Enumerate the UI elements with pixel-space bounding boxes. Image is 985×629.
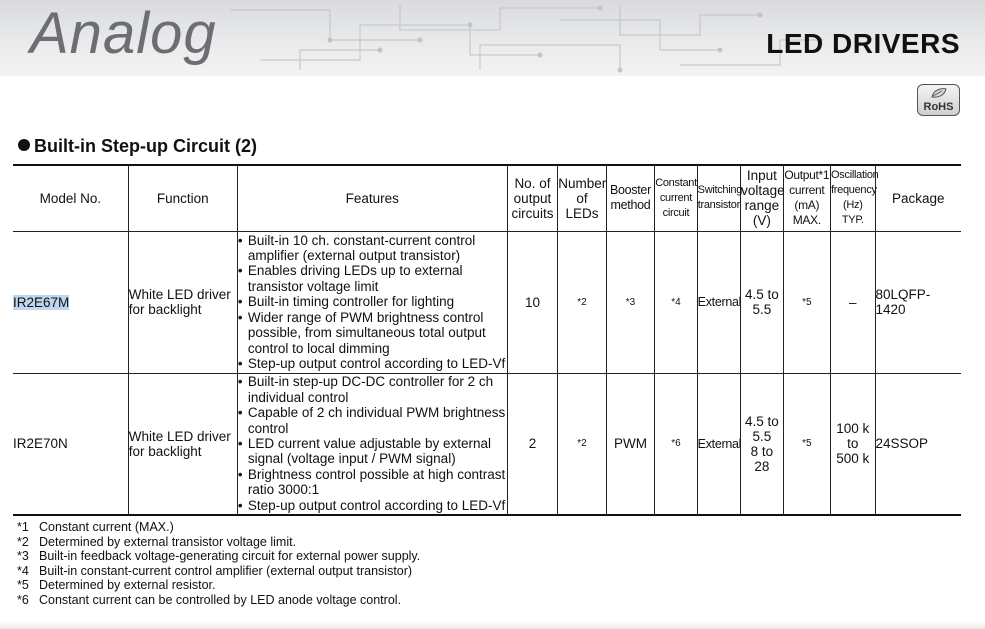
package-cell: 24SSOP: [875, 373, 961, 515]
outputs-cell: 2: [507, 373, 558, 515]
leds-cell: *2: [558, 231, 607, 373]
booster-cell: PWM: [606, 373, 655, 515]
feature-item: • Built-in step-up DC-DC controller for 2 ch individual control: [238, 374, 507, 405]
footnotes: [17, 520, 420, 607]
header-constant: Constant current circuit: [655, 165, 697, 231]
header-package: Package: [875, 165, 961, 231]
package-cell: 80LQFP- 1420: [875, 231, 961, 373]
footnote-item: *6 Constant current can be controlled by LED anode voltage control.: [17, 592, 402, 607]
constant-cell: *4: [655, 231, 697, 373]
header-leds: Number of LEDs: [558, 165, 607, 231]
feature-item: • Built-in 10 ch. constant-current control amplifier (external output transistor): [238, 233, 507, 264]
rohs-badge: [917, 84, 960, 116]
oscillation-cell: 100 k to 500 k: [831, 373, 875, 515]
feature-item: • Built-in timing controller for lighting: [238, 294, 507, 309]
section-title: [18, 136, 257, 157]
switching-cell: External: [697, 231, 740, 373]
bullet-icon: [18, 139, 30, 151]
leds-cell: *2: [558, 373, 607, 515]
footnote-item: *5 Determined by external resistor.: [17, 578, 216, 592]
function-cell: White LED driver for backlight: [128, 231, 237, 373]
outputs-cell: 10: [507, 231, 558, 373]
header-features: Features: [237, 165, 507, 231]
function-cell: White LED driver for backlight: [128, 373, 237, 515]
footnote-item: *2 Determined by external transistor voltage limit.: [17, 534, 297, 549]
feature-item: • Brightness control possible at high contrast ratio 3000:1: [238, 467, 507, 498]
input-cell: 4.5 to 5.5 8 to 28: [741, 373, 783, 515]
table-row: [13, 231, 961, 373]
model-link[interactable]: IR2E67M: [13, 294, 70, 310]
switching-cell: External: [697, 373, 740, 515]
constant-cell: *6: [655, 373, 697, 515]
table-row: [13, 373, 961, 515]
footnote-item: *4 Built-in constant-current control amplifier (external output transistor): [17, 563, 413, 578]
booster-cell: *3: [606, 231, 655, 373]
category-title: LED DRIVERS: [766, 28, 960, 59]
output-current-cell: *5: [783, 231, 831, 373]
header-switching: Switching transistor: [697, 165, 740, 231]
header-outputs: No. of output circuits: [507, 165, 558, 231]
footnote-item: *1 Constant current (MAX.): [17, 520, 174, 534]
feature-item: • LED current value adjustable by external signal (voltage input / PWM signal): [238, 436, 507, 467]
brand-title: Analog: [30, 1, 217, 66]
header-input: Input voltage range (V): [741, 165, 783, 231]
page-bottom-edge: [0, 622, 985, 629]
features-cell: [237, 373, 507, 515]
header-booster: Booster method: [606, 165, 655, 231]
header-oscillation: Oscillation frequency (Hz) TYP.: [831, 165, 875, 231]
leaf-icon: [930, 87, 948, 99]
spec-table: [13, 164, 961, 516]
oscillation-cell: –: [831, 231, 875, 373]
input-cell: 4.5 to 5.5: [741, 231, 783, 373]
header-output-current: Output*1 current (mA) MAX.: [783, 165, 831, 231]
model-link[interactable]: IR2E70N: [13, 436, 68, 452]
model-cell[interactable]: [13, 373, 128, 515]
feature-item: • Step-up output control according to LED-Vf: [238, 356, 507, 371]
model-cell[interactable]: [13, 231, 128, 373]
feature-item: • Step-up output control according to LED-Vf: [238, 498, 507, 513]
header-row: [13, 165, 961, 231]
section-title-text: Built-in Step-up Circuit (2): [34, 136, 257, 156]
output-current-cell: *5: [783, 373, 831, 515]
header-banner: [0, 0, 985, 76]
footnote-item: *3 Built-in feedback voltage-generating circuit for external power supply.: [17, 549, 421, 563]
feature-item: • Enables driving LEDs up to external transistor voltage limit: [238, 263, 507, 294]
feature-item: • Wider range of PWM brightness control possible, from simultaneous total output control to local dimming: [238, 310, 507, 356]
features-cell: [237, 231, 507, 373]
header-function: Function: [128, 165, 237, 231]
header-model: Model No.: [13, 165, 128, 231]
rohs-label: RoHS: [923, 101, 954, 113]
feature-item: • Capable of 2 ch individual PWM brightness control: [238, 405, 507, 436]
